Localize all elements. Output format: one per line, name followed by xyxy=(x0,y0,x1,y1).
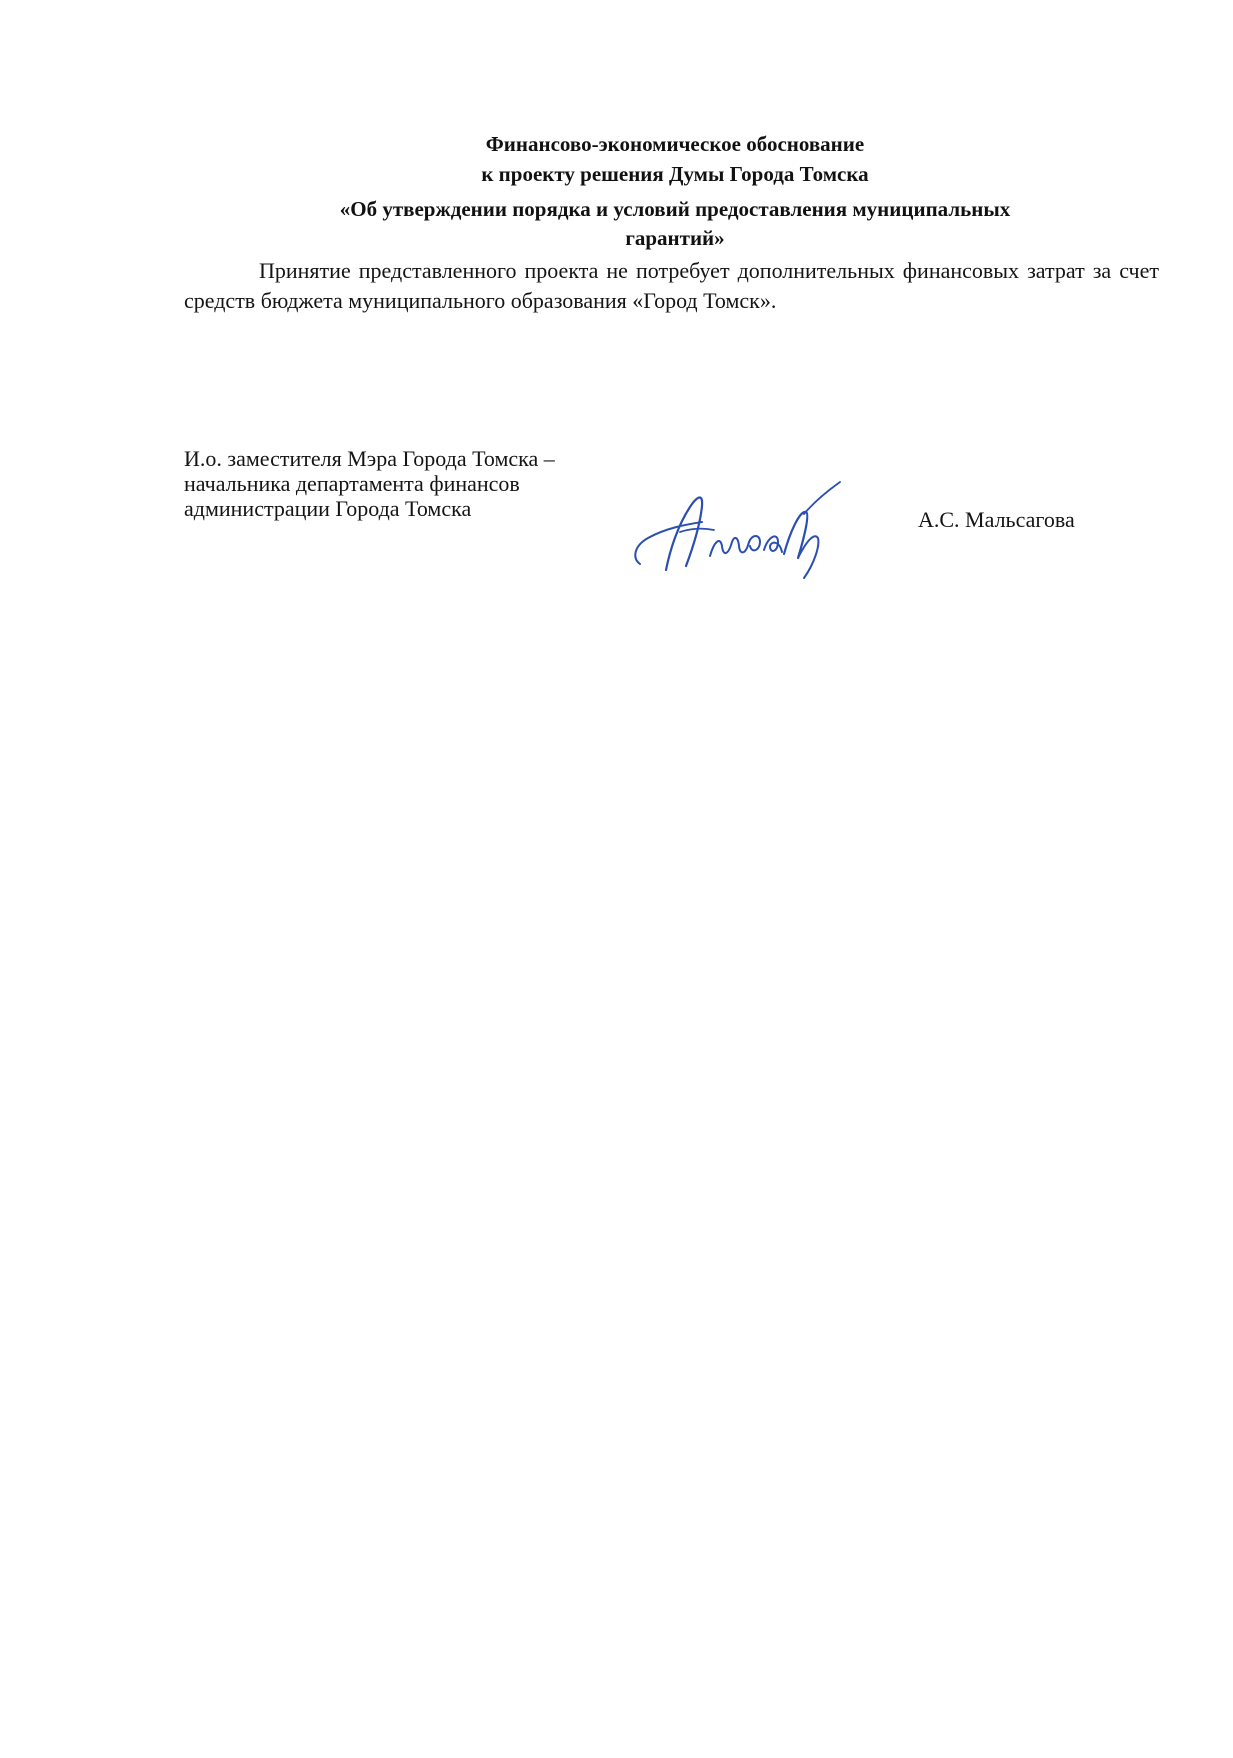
heading-line-2: к проекту решения Думы Города Томска xyxy=(481,162,869,186)
heading-line-1: Финансово-экономическое обоснование xyxy=(485,132,865,156)
position-line-1: И.о. заместителя Мэра Города Томска – xyxy=(184,446,555,471)
position-line-2: начальника департамента финансов xyxy=(184,471,520,496)
signer-name: А.С. Мальсагова xyxy=(918,507,1075,532)
handwritten-signature xyxy=(628,472,868,582)
signature-strokes xyxy=(635,482,840,578)
signatory-position xyxy=(184,446,684,521)
body-paragraph-block xyxy=(184,256,1159,316)
heading-line-4: гарантий» xyxy=(625,226,725,250)
body-paragraph: Принятие представленного проекта не потребует дополнительных финансовых затрат за счет средств бюджета муниципального образования «Город Томск». xyxy=(184,258,1159,313)
position-line-3: администрации Города Томска xyxy=(184,496,472,521)
heading-line-3: «Об утверждении порядка и условий предоставления муниципальных xyxy=(339,197,1011,221)
